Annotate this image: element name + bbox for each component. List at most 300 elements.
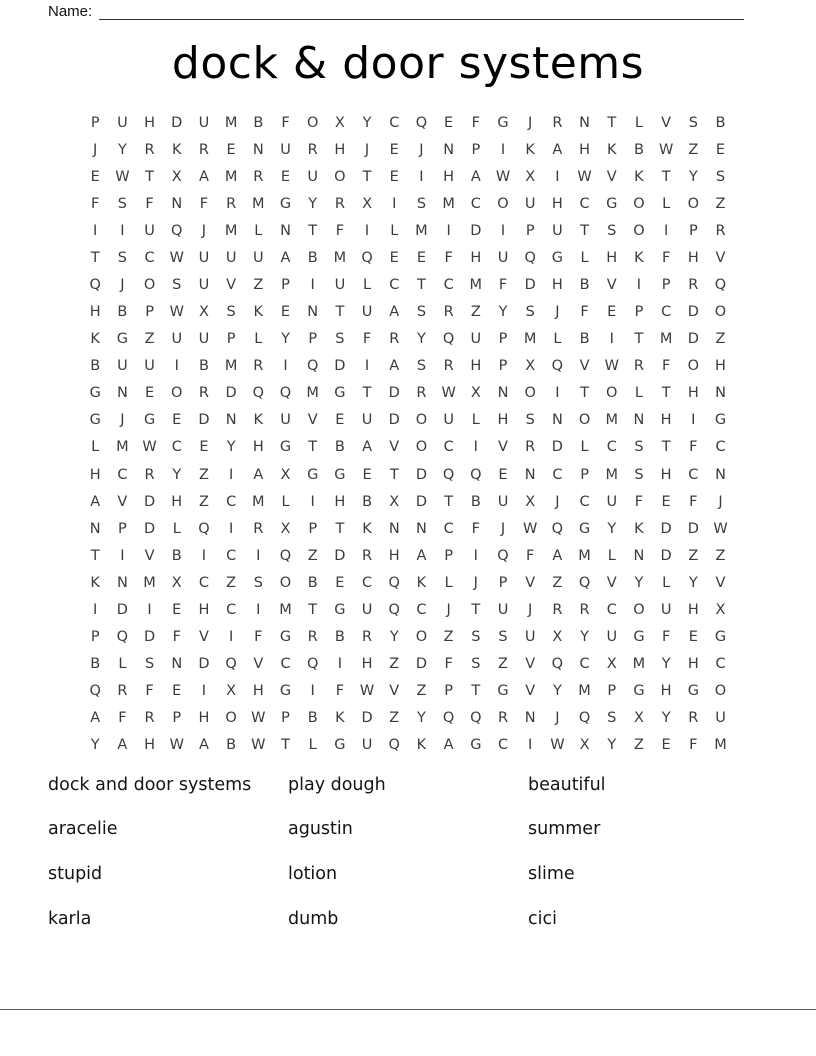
grid-letter: Z bbox=[715, 196, 726, 213]
grid-letter: L bbox=[580, 439, 589, 456]
grid-letter: V bbox=[198, 628, 209, 645]
grid-row bbox=[82, 272, 735, 299]
grid-letter: Y bbox=[417, 709, 426, 726]
grid-letter: Z bbox=[470, 304, 481, 321]
grid-letter: G bbox=[551, 250, 563, 267]
grid-letter: O bbox=[524, 385, 536, 402]
grid-letter: C bbox=[661, 304, 672, 321]
grid-letter: Y bbox=[417, 331, 426, 348]
grid-row bbox=[82, 596, 735, 623]
grid-letter: D bbox=[334, 358, 346, 375]
grid-letter: Q bbox=[388, 601, 400, 618]
grid-letter: O bbox=[143, 277, 156, 294]
grid-row bbox=[82, 515, 735, 542]
grid-letter: T bbox=[335, 520, 345, 537]
grid-letter: W bbox=[523, 520, 538, 537]
grid-letter: I bbox=[120, 547, 125, 564]
grid-letter: X bbox=[226, 682, 237, 699]
grid-letter: X bbox=[280, 466, 291, 483]
grid-letter: U bbox=[552, 223, 563, 240]
grid-letter: Q bbox=[578, 574, 591, 591]
grid-letter: S bbox=[253, 574, 263, 591]
grid-letter: T bbox=[389, 466, 399, 483]
grid-letter: W bbox=[251, 736, 266, 753]
grid-letter: I bbox=[93, 601, 98, 618]
grid-letter: M bbox=[333, 250, 347, 267]
grid-letter: X bbox=[715, 601, 726, 618]
grid-letter: H bbox=[660, 466, 672, 483]
grid-letter: U bbox=[144, 358, 155, 375]
grid-letter: F bbox=[362, 331, 372, 348]
grid-letter: E bbox=[389, 169, 399, 185]
grid-letter: G bbox=[89, 412, 101, 429]
grid-letter: N bbox=[225, 412, 237, 429]
grid-letter: Q bbox=[470, 466, 482, 483]
grid-letter: C bbox=[443, 277, 454, 294]
grid-letter: G bbox=[578, 520, 591, 537]
grid-row bbox=[82, 677, 735, 704]
grid-letter: P bbox=[226, 331, 236, 348]
grid-letter: Z bbox=[443, 628, 454, 645]
grid-letter: H bbox=[715, 358, 726, 375]
grid-letter: R bbox=[443, 304, 454, 321]
grid-letter: Y bbox=[580, 628, 589, 645]
grid-letter: E bbox=[172, 412, 182, 429]
grid-letter: A bbox=[117, 736, 128, 753]
grid-letter: U bbox=[524, 628, 536, 645]
grid-letter: I bbox=[93, 223, 98, 240]
grid-letter: E bbox=[226, 141, 236, 158]
grid-letter: B bbox=[579, 331, 590, 348]
grid-letter: I bbox=[636, 277, 642, 294]
grid-letter: R bbox=[579, 601, 590, 618]
grid-letter: U bbox=[253, 250, 264, 267]
grid-letter: G bbox=[497, 682, 509, 699]
grid-letter: L bbox=[254, 223, 263, 240]
grid-letter: U bbox=[280, 412, 291, 429]
grid-row bbox=[82, 488, 735, 515]
grid-row bbox=[82, 569, 735, 596]
grid-letter: M bbox=[224, 114, 238, 131]
grid-letter: G bbox=[687, 682, 699, 699]
grid-letter: R bbox=[443, 358, 454, 375]
grid-letter: Q bbox=[524, 250, 536, 267]
grid-letter: T bbox=[281, 736, 290, 753]
grid-letter: S bbox=[117, 250, 127, 267]
grid-letter: S bbox=[335, 331, 345, 348]
grid-letter: T bbox=[90, 547, 100, 564]
grid-letter: P bbox=[118, 520, 127, 537]
grid-letter: B bbox=[579, 277, 590, 294]
grid-letter: J bbox=[201, 223, 207, 240]
grid-letter: O bbox=[633, 223, 645, 240]
grid-row bbox=[82, 731, 735, 758]
grid-letter: T bbox=[444, 493, 454, 510]
grid-letter: E bbox=[335, 574, 345, 591]
grid-row bbox=[82, 623, 735, 650]
grid-letter: O bbox=[415, 439, 428, 456]
grid-letter: B bbox=[307, 574, 318, 591]
grid-letter: K bbox=[253, 412, 264, 429]
grid-letter: H bbox=[470, 250, 482, 267]
grid-letter: L bbox=[172, 520, 181, 537]
grid-letter: J bbox=[120, 277, 125, 294]
grid-letter: M bbox=[224, 223, 238, 240]
grid-letter: Q bbox=[551, 358, 564, 375]
grid-letter: Y bbox=[688, 169, 698, 185]
grid-letter: F bbox=[444, 250, 453, 267]
grid-letter: B bbox=[715, 114, 726, 131]
grid-letter: I bbox=[283, 358, 288, 375]
grid-letter: S bbox=[688, 114, 698, 131]
grid-letter: P bbox=[281, 277, 290, 294]
grid-letter: B bbox=[226, 736, 237, 753]
grid-letter: N bbox=[579, 114, 590, 131]
grid-letter: G bbox=[334, 736, 346, 753]
grid-letter: F bbox=[661, 250, 671, 267]
grid-letter: T bbox=[417, 277, 426, 294]
grid-letter: T bbox=[308, 601, 318, 618]
grid-letter: F bbox=[689, 736, 698, 753]
grid-letter: N bbox=[252, 141, 264, 158]
grid-letter: N bbox=[551, 412, 563, 429]
grid-letter: U bbox=[171, 331, 183, 348]
grid-letter: U bbox=[606, 493, 618, 510]
grid-letter: M bbox=[442, 196, 455, 213]
grid-letter: C bbox=[443, 439, 454, 456]
grid-row bbox=[82, 434, 735, 461]
grid-letter: W bbox=[142, 439, 157, 456]
word-search-grid bbox=[82, 109, 735, 758]
grid-letter: H bbox=[361, 655, 373, 672]
grid-letter: Q bbox=[279, 547, 292, 564]
grid-letter: D bbox=[415, 466, 428, 483]
grid-letter: T bbox=[362, 385, 372, 402]
grid-letter: X bbox=[606, 655, 617, 672]
grid-letter: Z bbox=[389, 655, 400, 672]
grid-letter: Y bbox=[226, 439, 236, 456]
grid-letter: P bbox=[580, 466, 589, 483]
grid-letter: Y bbox=[362, 114, 372, 131]
grid-letter: Z bbox=[198, 466, 209, 483]
grid-letter: R bbox=[688, 709, 699, 726]
grid-letter: G bbox=[143, 412, 156, 429]
grid-letter: V bbox=[389, 439, 400, 456]
grid-letter: W bbox=[169, 304, 184, 321]
grid-letter: I bbox=[364, 358, 370, 375]
grid-letter: H bbox=[334, 141, 346, 158]
grid-letter: P bbox=[281, 709, 290, 726]
grid-letter: Y bbox=[117, 141, 127, 158]
grid-letter: J bbox=[555, 709, 560, 726]
word-list-column bbox=[48, 773, 288, 952]
grid-letter: U bbox=[361, 736, 373, 753]
grid-letter: H bbox=[443, 169, 455, 185]
grid-letter: M bbox=[469, 277, 483, 294]
grid-letter: Z bbox=[416, 682, 427, 699]
grid-letter: I bbox=[392, 196, 397, 213]
grid-letter: X bbox=[171, 574, 182, 591]
grid-letter: X bbox=[334, 114, 345, 131]
grid-letter: T bbox=[661, 385, 671, 402]
grid-letter: L bbox=[634, 385, 643, 402]
grid-letter: M bbox=[252, 196, 265, 213]
grid-letter: Q bbox=[361, 250, 373, 267]
grid-letter: E bbox=[416, 250, 427, 267]
grid-letter: T bbox=[471, 682, 481, 699]
grid-letter: T bbox=[308, 223, 318, 240]
grid-letter: U bbox=[497, 601, 509, 618]
grid-letter: C bbox=[470, 196, 481, 213]
grid-letter: I bbox=[256, 601, 261, 618]
grid-letter: X bbox=[525, 358, 536, 375]
grid-letter: V bbox=[579, 358, 590, 375]
grid-letter: M bbox=[714, 736, 727, 753]
grid-letter: D bbox=[143, 493, 156, 510]
grid-letter: E bbox=[362, 466, 372, 483]
grid-letter: Z bbox=[498, 655, 508, 672]
grid-letter: B bbox=[90, 655, 101, 672]
page-title: dock & door systems bbox=[171, 38, 645, 89]
grid-letter: H bbox=[687, 601, 699, 618]
grid-letter: O bbox=[578, 412, 591, 429]
grid-letter: U bbox=[117, 114, 128, 131]
grid-letter: U bbox=[334, 277, 346, 294]
grid-letter: I bbox=[473, 547, 478, 564]
grid-letter: O bbox=[279, 574, 292, 591]
grid-letter: X bbox=[525, 169, 536, 185]
grid-letter: Y bbox=[688, 574, 698, 591]
grid-letter: V bbox=[606, 277, 617, 294]
grid-letter: N bbox=[715, 385, 726, 402]
grid-letter: F bbox=[471, 520, 480, 537]
grid-letter: E bbox=[389, 250, 399, 267]
grid-letter: D bbox=[660, 547, 672, 564]
grid-letter: L bbox=[580, 250, 589, 267]
grid-letter: M bbox=[252, 493, 265, 510]
grid-letter: T bbox=[90, 250, 100, 267]
grid-letter: Y bbox=[90, 736, 100, 753]
grid-letter: R bbox=[633, 358, 644, 375]
grid-letter: E bbox=[172, 682, 182, 699]
grid-letter: W bbox=[577, 169, 592, 185]
grid-letter: R bbox=[552, 114, 563, 131]
grid-letter: I bbox=[337, 655, 343, 672]
grid-letter: C bbox=[579, 655, 590, 672]
grid-letter: K bbox=[634, 520, 644, 537]
grid-letter: P bbox=[661, 277, 671, 294]
grid-letter: S bbox=[117, 196, 127, 213]
grid-letter: C bbox=[688, 466, 699, 483]
grid-letter: I bbox=[555, 385, 560, 402]
grid-letter: U bbox=[198, 331, 210, 348]
grid-letter: V bbox=[498, 439, 508, 456]
grid-letter: O bbox=[633, 196, 645, 213]
grid-letter: A bbox=[362, 439, 373, 456]
grid-letter: E bbox=[90, 169, 100, 185]
grid-letter: C bbox=[226, 601, 237, 618]
grid-letter: R bbox=[144, 709, 155, 726]
grid-letter: T bbox=[471, 601, 481, 618]
grid-letter: T bbox=[145, 169, 154, 185]
grid-letter: R bbox=[552, 601, 563, 618]
grid-letter: U bbox=[443, 412, 454, 429]
grid-letter: R bbox=[389, 331, 400, 348]
word-list-item: agustin bbox=[288, 819, 353, 840]
grid-letter: I bbox=[147, 601, 152, 618]
word-list-item: play dough bbox=[288, 774, 386, 795]
grid-letter: K bbox=[253, 304, 264, 321]
grid-letter: N bbox=[307, 304, 319, 321]
grid-letter: W bbox=[359, 682, 375, 699]
grid-letter: H bbox=[551, 196, 563, 213]
grid-letter: W bbox=[550, 736, 565, 753]
grid-letter: I bbox=[228, 520, 234, 537]
grid-letter: Y bbox=[172, 466, 182, 483]
grid-letter: U bbox=[144, 223, 155, 240]
grid-letter: U bbox=[361, 412, 373, 429]
grid-letter: Y bbox=[552, 682, 562, 699]
grid-letter: H bbox=[579, 141, 591, 158]
grid-letter: I bbox=[228, 628, 234, 645]
grid-letter: J bbox=[528, 114, 533, 131]
grid-letter: K bbox=[335, 709, 345, 726]
grid-letter: B bbox=[198, 358, 209, 375]
grid-letter: Q bbox=[279, 385, 292, 402]
grid-letter: T bbox=[308, 439, 318, 456]
grid-letter: H bbox=[660, 682, 672, 699]
grid-letter: N bbox=[633, 412, 645, 429]
grid-letter: R bbox=[362, 628, 373, 645]
grid-letter: F bbox=[335, 682, 345, 699]
name-blank-line bbox=[99, 5, 744, 20]
grid-letter: Q bbox=[442, 709, 455, 726]
grid-letter: C bbox=[280, 655, 291, 672]
grid-letter: F bbox=[281, 114, 290, 131]
grid-letter: A bbox=[389, 358, 400, 375]
grid-letter: W bbox=[495, 169, 511, 185]
grid-letter: G bbox=[279, 682, 292, 699]
grid-letter: G bbox=[334, 601, 346, 618]
grid-letter: H bbox=[252, 682, 264, 699]
grid-letter: D bbox=[388, 385, 400, 402]
grid-letter: Z bbox=[226, 574, 237, 591]
grid-letter: D bbox=[415, 655, 428, 672]
grid-letter: D bbox=[225, 385, 237, 402]
grid-letter: O bbox=[714, 682, 727, 699]
grid-letter: E bbox=[444, 114, 454, 131]
grid-letter: O bbox=[415, 628, 428, 645]
grid-letter: S bbox=[172, 277, 182, 294]
grid-letter: T bbox=[607, 114, 617, 131]
grid-letter: V bbox=[253, 655, 264, 672]
grid-letter: N bbox=[524, 709, 536, 726]
grid-letter: Z bbox=[633, 736, 644, 753]
grid-letter: H bbox=[660, 412, 672, 429]
grid-letter: L bbox=[634, 114, 643, 131]
grid-letter: I bbox=[500, 223, 506, 240]
grid-letter: Q bbox=[470, 709, 482, 726]
grid-row bbox=[82, 218, 735, 245]
grid-letter: U bbox=[361, 304, 373, 321]
grid-letter: A bbox=[389, 304, 400, 321]
grid-letter: G bbox=[497, 114, 509, 131]
grid-letter: S bbox=[634, 466, 644, 483]
grid-letter: M bbox=[279, 601, 292, 618]
grid-letter: T bbox=[580, 385, 589, 402]
grid-letter: I bbox=[446, 223, 451, 240]
grid-letter: U bbox=[225, 250, 237, 267]
grid-letter: J bbox=[419, 141, 424, 158]
grid-letter: M bbox=[143, 574, 156, 591]
grid-letter: F bbox=[526, 547, 535, 564]
grid-letter: J bbox=[555, 493, 560, 510]
grid-letter: X bbox=[579, 736, 590, 753]
grid-letter: P bbox=[634, 304, 644, 321]
grid-letter: A bbox=[90, 493, 101, 510]
grid-row bbox=[82, 353, 735, 380]
grid-letter: E bbox=[389, 141, 399, 158]
word-list-item: cici bbox=[528, 908, 557, 929]
grid-letter: X bbox=[470, 385, 481, 402]
grid-letter: O bbox=[687, 358, 700, 375]
grid-letter: E bbox=[688, 628, 698, 645]
grid-letter: F bbox=[471, 114, 480, 131]
grid-letter: F bbox=[634, 493, 644, 510]
grid-letter: P bbox=[471, 141, 481, 158]
grid-letter: R bbox=[144, 466, 155, 483]
grid-letter: C bbox=[226, 493, 237, 510]
grid-letter: A bbox=[470, 169, 481, 185]
grid-letter: M bbox=[306, 385, 319, 402]
grid-letter: K bbox=[90, 331, 100, 348]
grid-letter: U bbox=[497, 250, 509, 267]
grid-letter: Y bbox=[281, 331, 290, 348]
grid-letter: N bbox=[89, 520, 101, 537]
grid-letter: M bbox=[605, 466, 618, 483]
grid-letter: Q bbox=[198, 520, 210, 537]
grid-letter: A bbox=[552, 141, 563, 158]
grid-letter: W bbox=[169, 250, 184, 267]
grid-letter: C bbox=[362, 574, 373, 591]
grid-letter: A bbox=[552, 547, 563, 564]
grid-letter: Q bbox=[89, 682, 101, 699]
grid-letter: A bbox=[198, 169, 209, 185]
grid-letter: L bbox=[281, 493, 290, 510]
grid-letter: P bbox=[525, 223, 535, 240]
grid-letter: J bbox=[500, 520, 506, 537]
grid-letter: J bbox=[93, 141, 98, 158]
grid-letter: N bbox=[633, 547, 645, 564]
grid-letter: C bbox=[552, 466, 563, 483]
grid-letter: B bbox=[470, 493, 481, 510]
grid-letter: O bbox=[415, 412, 428, 429]
grid-letter: I bbox=[120, 223, 125, 240]
grid-letter: L bbox=[553, 331, 562, 348]
grid-letter: R bbox=[253, 169, 264, 185]
grid-letter: D bbox=[334, 547, 346, 564]
grid-letter: P bbox=[308, 520, 318, 537]
grid-letter: X bbox=[389, 493, 400, 510]
grid-letter: O bbox=[606, 385, 618, 402]
grid-row bbox=[82, 407, 735, 434]
grid-letter: C bbox=[416, 601, 427, 618]
grid-letter: L bbox=[91, 439, 100, 456]
grid-letter: Y bbox=[607, 736, 617, 753]
grid-letter: F bbox=[580, 304, 589, 321]
grid-letter: M bbox=[224, 358, 238, 375]
word-list-item: aracelie bbox=[48, 819, 118, 840]
